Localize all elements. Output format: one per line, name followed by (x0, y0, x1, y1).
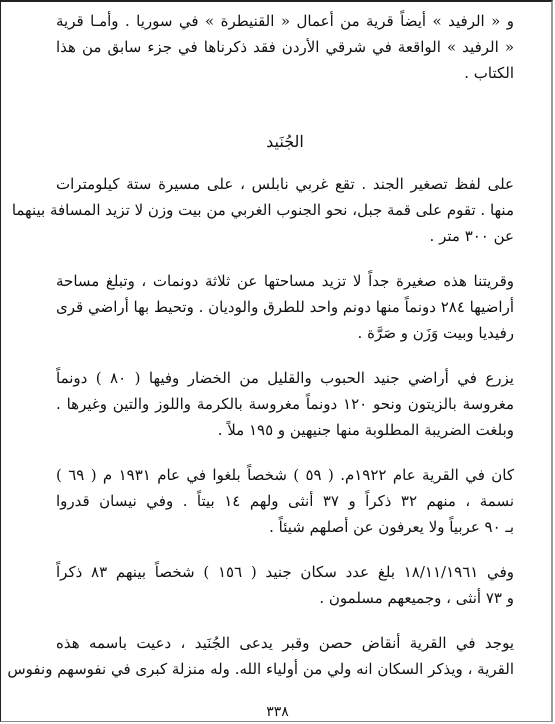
paragraph-location (11, 171, 514, 249)
text-line: مغروسة بالزيتون ونحو ١٢٠ دونماً مغروسة بالكرمة واللوز والتين وغيرها . (56, 395, 514, 413)
intro-paragraph (56, 8, 514, 86)
text-line: منها . تقوم على قمة جبل، نحو الجنوب الغربي من بيت وزن لا تزيد المسافة بينهما (11, 201, 514, 219)
text-line: يزرع في أراضي جنيد الحبوب والقليل من الخضار وفيها ( ٨٠ ) دونماً (56, 369, 514, 387)
text-line: يوجد في القرية أنقاض حصن وقبر يدعى الجُنَيد ، دعيت باسمه هذه (56, 634, 514, 652)
text-line: بـ ٩٠ عربياً ولا يعرفون عن أصلهم شيئاً . (269, 518, 514, 536)
paragraph-population (56, 462, 514, 540)
text-line: أراضيها ٢٨٤ دونماً منها دونم واحد للطرق والوديان . وتحيط بها أراضي قرى (56, 298, 514, 316)
text-line: و ٧٣ أنثى ، وجميعهم مسلمون . (319, 589, 514, 607)
text-line: على لفظ تصغير الجند . تقع غربي نابلس ، على مسيرة ستة كيلومترات (56, 175, 514, 193)
paragraph-area (56, 268, 514, 346)
paragraph-ruins (7, 630, 514, 682)
paragraph-agriculture (56, 365, 514, 443)
text-line: و « الرفيد » أيضاً قرية من أعمال « القنيطرة » في سوريا . وأمـا قرية (56, 12, 514, 30)
text-line: القرية ، ويذكر السكان انه ولي من أولياء الله. وله منزلة كبرى في نفوسهم ونفوس (7, 660, 514, 678)
book-page (7, 8, 514, 701)
text-line: عن ٣٠٠ متر . (429, 227, 514, 245)
text-line: رفيديا وبيت وَزَن و صَرَّة . (357, 324, 514, 342)
page-number: ٣٣٨ (266, 704, 289, 720)
text-line: وفي ١٨/١١/١٩٦١ بلغ عدد سكان جنيد ( ١٥٦ ) شخصاً بينهم ٨٣ ذكراً (56, 563, 514, 581)
text-line: كان في القرية عام ١٩٢٢م. ( ٥٩ ) شخصاً بلغوا في عام ١٩٣١ م ( ٦٩ ) (56, 466, 514, 484)
text-line: نسمة ، منهم ٣٢ ذكراً و ٣٧ أنثى ولهم ١٤ بيتاً . وفي نيسان قدروا (56, 492, 514, 510)
paragraph-census-1961 (56, 559, 514, 611)
text-line: الكتاب . (464, 64, 514, 82)
text-line: وقريتنا هذه صغيرة جداً لا تزيد مساحتها عن ثلاثة دونمات ، وتبلغ مساحة (56, 272, 514, 290)
text-line: « الرفيد » الواقعة في شرقي الأردن فقد ذكرناها في جزء سابق من هذا (56, 38, 514, 56)
section-heading: الجُنَيد (266, 132, 304, 151)
text-line: وبلغت الضريبة المطلوبة منها جنيهين و ١٩٥ ملاً . (217, 421, 514, 439)
